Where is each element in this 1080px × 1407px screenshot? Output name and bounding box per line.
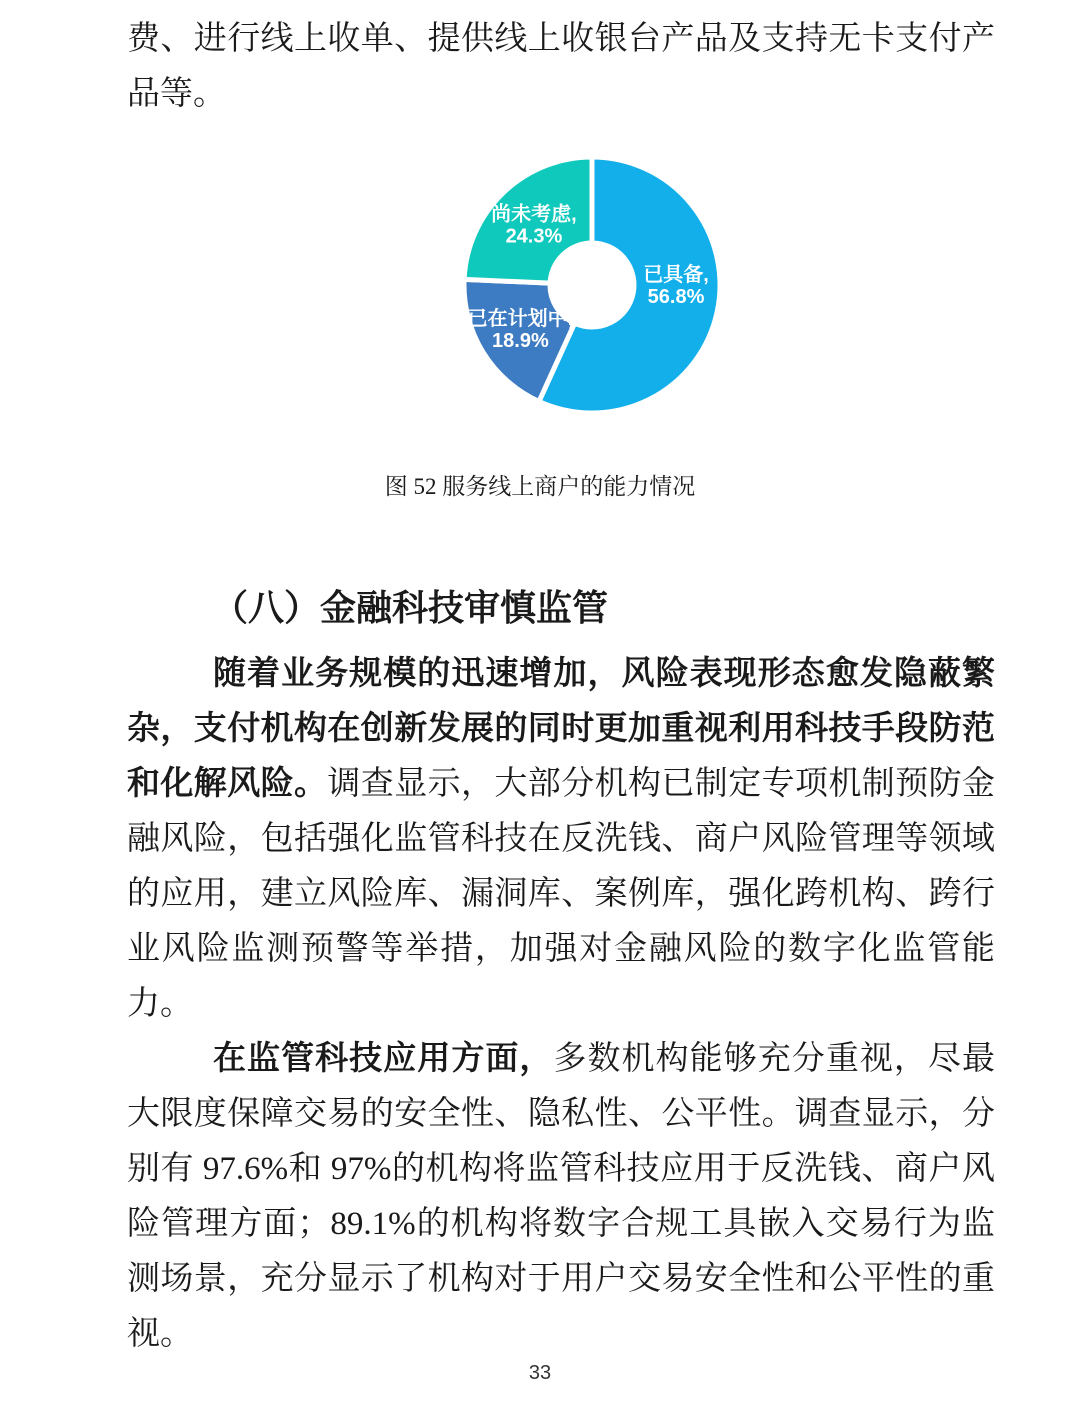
pie-slice-label-已在计划中: 已在计划中, 18.9% xyxy=(467,307,574,352)
page-number: 33 xyxy=(528,1362,552,1384)
pie-slice-label-已具备: 已具备, 56.8% xyxy=(643,264,709,308)
paragraph-2-lead: 在监管科技应用方面， xyxy=(213,1041,554,1077)
paragraph-1 xyxy=(127,647,995,1032)
paragraph-2-body: 多数机构能够充分重视，尽最大限度保障交易的安全性、隐私性、公平性。调查显示，分别有 97.6%和 97%的机构将监管科技应用于反洗钱、商户风险管理方面；89.1%的机构将数字合规工具嵌入交易行为监测场景，充分显示了机构对于用户交易安全性和公平性的重视。 xyxy=(127,1041,996,1352)
figure-caption: 图 52 服务线上商户的能力情况 xyxy=(384,474,696,499)
paragraph-1-body: 调查显示，大部分机构已制定专项机制预防金融风险，包括强化监管科技在反洗钱、商户风险管理等领域的应用，建立风险库、漏洞库、案例库，强化跨机构、跨行业风险监测预警等举措，加强对金融风险的数字化监管能力。 xyxy=(127,766,996,1022)
figure-chart-area xyxy=(0,145,1080,425)
capability-donut-chart xyxy=(0,145,1080,425)
intro-paragraph-continuation: 费、进行线上收单、提供线上收银台产品及支持无卡支付产品等。 xyxy=(127,21,995,112)
section-heading: （八）金融科技审慎监管 xyxy=(212,588,609,628)
paragraph-1-lead: 随着业务规模的迅速增加，风险表现形态愈发隐蔽繁杂，支付机构在创新发展的同时更加重视利用科技手段防范和化解风险。 xyxy=(127,656,995,802)
body-text-block xyxy=(127,647,995,1362)
pie-slice-label-尚未考虑: 尚未考虑, 24.3% xyxy=(491,203,577,248)
paragraph-2 xyxy=(127,1032,995,1362)
